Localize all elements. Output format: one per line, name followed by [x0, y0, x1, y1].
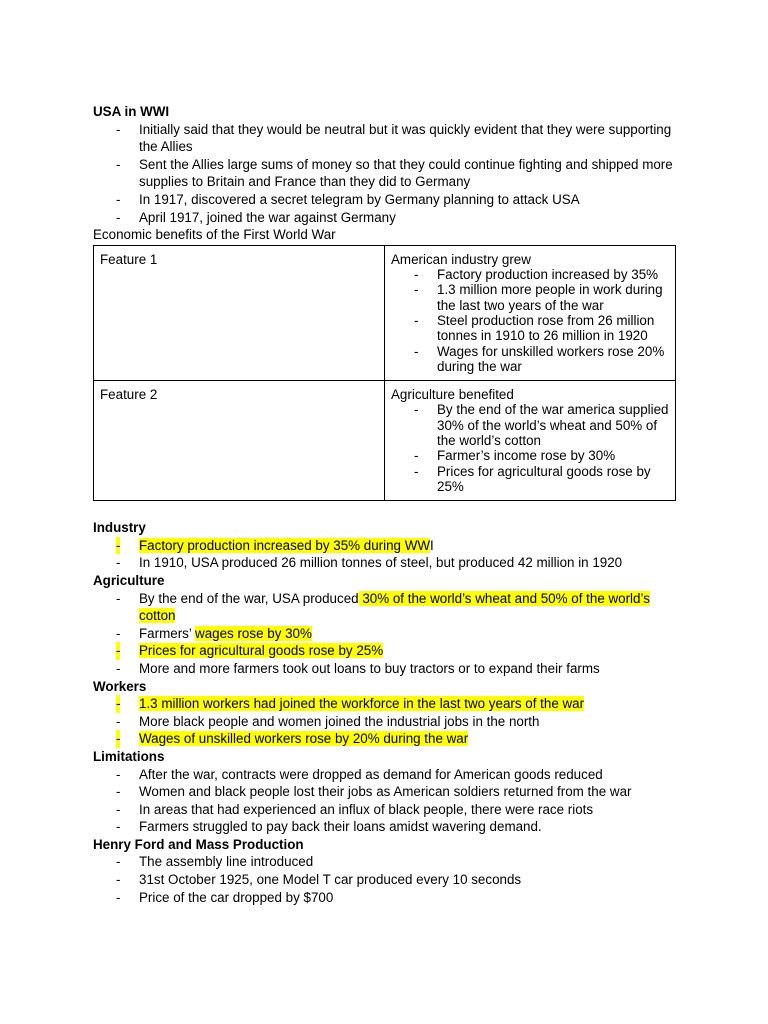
list-item: [93, 554, 683, 572]
list-item: [93, 625, 683, 643]
list-item: [93, 156, 683, 191]
list-item-text: By the end of the war, USA produced: [139, 590, 359, 606]
list-item: [93, 713, 683, 731]
list-item: [93, 766, 683, 784]
section-heading-ford: Henry Ford and Mass Production: [93, 836, 304, 852]
dash-bullet: -: [414, 448, 419, 464]
list-item-text: Farmers struggled to pay back their loans amidst wavering demand.: [139, 819, 542, 835]
list-item-text: In 1910, USA produced 26 million tonnes of steel, but produced 42 million in 1920: [139, 555, 623, 571]
list-item: [391, 464, 669, 495]
dash-bullet: -: [116, 590, 121, 606]
list-item-text: Prices for agricultural goods rose by 25%: [437, 463, 651, 494]
dash-bullet: -: [116, 801, 121, 817]
dash-bullet: -: [116, 696, 121, 712]
section-heading-industry: Industry: [93, 520, 146, 536]
dash-bullet: -: [116, 872, 121, 888]
list-item-text: Farmer’s income rose by 30%: [437, 448, 616, 464]
feature-content-cell: [385, 245, 676, 380]
section-heading-workers: Workers: [93, 678, 147, 694]
table-caption: Economic benefits of the First World War: [93, 227, 336, 243]
table-row: [94, 245, 676, 380]
list-item-text: 31st October 1925, one Model T car produced every 10 seconds: [139, 872, 522, 888]
list-item: [93, 660, 683, 678]
dash-bullet: -: [116, 537, 121, 553]
dash-bullet: -: [116, 784, 121, 800]
list-item-text: The assembly line introduced: [139, 854, 314, 870]
list-item: [93, 853, 683, 871]
list-item-text: Sent the Allies large sums of money so that they could continue fighting and shipped more supplies to Britain and France than they did to Germany: [139, 156, 673, 190]
list-item: [93, 121, 683, 156]
list-item: [93, 537, 683, 555]
list-item-text: I: [430, 537, 434, 553]
list-item: [391, 313, 669, 344]
highlighted-text: Wages of unskilled workers rose by 20% during the war: [139, 731, 469, 747]
dash-bullet: -: [116, 819, 121, 835]
dash-bullet: -: [116, 731, 121, 747]
workers-list: [93, 695, 683, 748]
dash-bullet: -: [414, 343, 419, 359]
list-item-text: More black people and women joined the industrial jobs in the north: [139, 713, 540, 729]
list-item: [391, 448, 669, 463]
list-item-text: Factory production increased by 35%: [437, 267, 659, 283]
list-item: [391, 402, 669, 448]
feature-heading: Agriculture benefited: [391, 387, 514, 403]
list-item-text: Farmers’: [139, 625, 196, 641]
feature-label: Feature 2: [100, 387, 158, 403]
feature-label: Feature 1: [100, 251, 158, 267]
list-item: [93, 730, 683, 748]
list-item: [93, 871, 683, 889]
highlighted-text: Factory production increased by 35% during WW: [139, 537, 431, 553]
feature-label-cell: [94, 381, 385, 501]
list-item: [93, 191, 683, 209]
spacer: [93, 501, 683, 519]
dash-bullet: -: [116, 713, 121, 729]
dash-bullet: -: [116, 660, 121, 676]
list-item: [93, 818, 683, 836]
dash-bullet: -: [116, 121, 121, 137]
agriculture-list: [93, 590, 683, 678]
highlighted-text: 1.3 million workers had joined the workforce in the last two years of the war: [139, 696, 585, 712]
list-item-text: 1.3 million more people in work during the last two years of the war: [437, 282, 663, 313]
dash-bullet: -: [414, 402, 419, 418]
feature-label-cell: [94, 245, 385, 380]
list-item-text: After the war, contracts were dropped as demand for American goods reduced: [139, 766, 603, 782]
list-item-text: In 1917, discovered a secret telegram by Germany planning to attack USA: [139, 191, 580, 207]
highlighted-text: 30% of the world’s wheat and 50% of the world’s cotton: [139, 590, 650, 624]
dash-bullet: -: [116, 854, 121, 870]
feature-list: [391, 267, 669, 374]
limitations-list: [93, 766, 683, 836]
highlighted-text: wages rose by 30%: [195, 625, 312, 641]
list-item: [93, 695, 683, 713]
list-item: [391, 267, 669, 282]
section-heading-agriculture: Agriculture: [93, 572, 165, 588]
list-item-text: Price of the car dropped by $700: [139, 889, 334, 905]
economic-benefits-table: [93, 245, 676, 501]
feature-content-cell: [385, 381, 676, 501]
list-item-text: Women and black people lost their jobs as American soldiers returned from the war: [139, 784, 632, 800]
industry-list: [93, 537, 683, 572]
list-item: [93, 889, 683, 907]
list-item-text: Initially said that they would be neutral but it was quickly evident that they were supporting the Allies: [139, 121, 672, 155]
feature-list: [391, 402, 669, 494]
section-heading-usa-wwi: USA in WWI: [93, 104, 170, 119]
section-heading-limitations: Limitations: [93, 748, 165, 764]
dash-bullet: -: [414, 267, 419, 283]
dash-bullet: -: [116, 889, 121, 905]
dash-bullet: -: [116, 209, 121, 225]
dash-bullet: -: [116, 191, 121, 207]
highlighted-text: Prices for agricultural goods rose by 25%: [139, 643, 384, 659]
list-item: [391, 282, 669, 313]
dash-bullet: -: [116, 156, 121, 172]
list-item-text: In areas that had experienced an influx of black people, there were race riots: [139, 801, 594, 817]
dash-bullet: -: [414, 463, 419, 479]
list-item: [93, 783, 683, 801]
list-item: [93, 801, 683, 819]
ford-list: [93, 853, 683, 906]
dash-bullet: -: [414, 282, 419, 298]
dash-bullet: -: [414, 312, 419, 328]
usa-wwi-list: [93, 121, 683, 227]
dash-bullet: -: [116, 766, 121, 782]
list-item-text: More and more farmers took out loans to buy tractors or to expand their farms: [139, 660, 600, 676]
list-item: [93, 590, 683, 625]
list-item-text: By the end of the war america supplied 30% of the world’s wheat and 50% of the world’s cotton: [437, 402, 669, 449]
dash-bullet: -: [116, 625, 121, 641]
list-item: [93, 642, 683, 660]
document-page: [93, 103, 683, 906]
list-item-text: Wages for unskilled workers rose 20% during the war: [437, 343, 665, 374]
list-item: [391, 344, 669, 375]
dash-bullet: -: [116, 555, 121, 571]
table-row: [94, 381, 676, 501]
list-item-text: Steel production rose from 26 million tonnes in 1910 to 26 million in 1920: [437, 312, 655, 344]
list-item-text: April 1917, joined the war against Germany: [139, 209, 396, 225]
list-item: [93, 209, 683, 227]
feature-heading: American industry grew: [391, 251, 531, 267]
dash-bullet: -: [116, 643, 121, 659]
